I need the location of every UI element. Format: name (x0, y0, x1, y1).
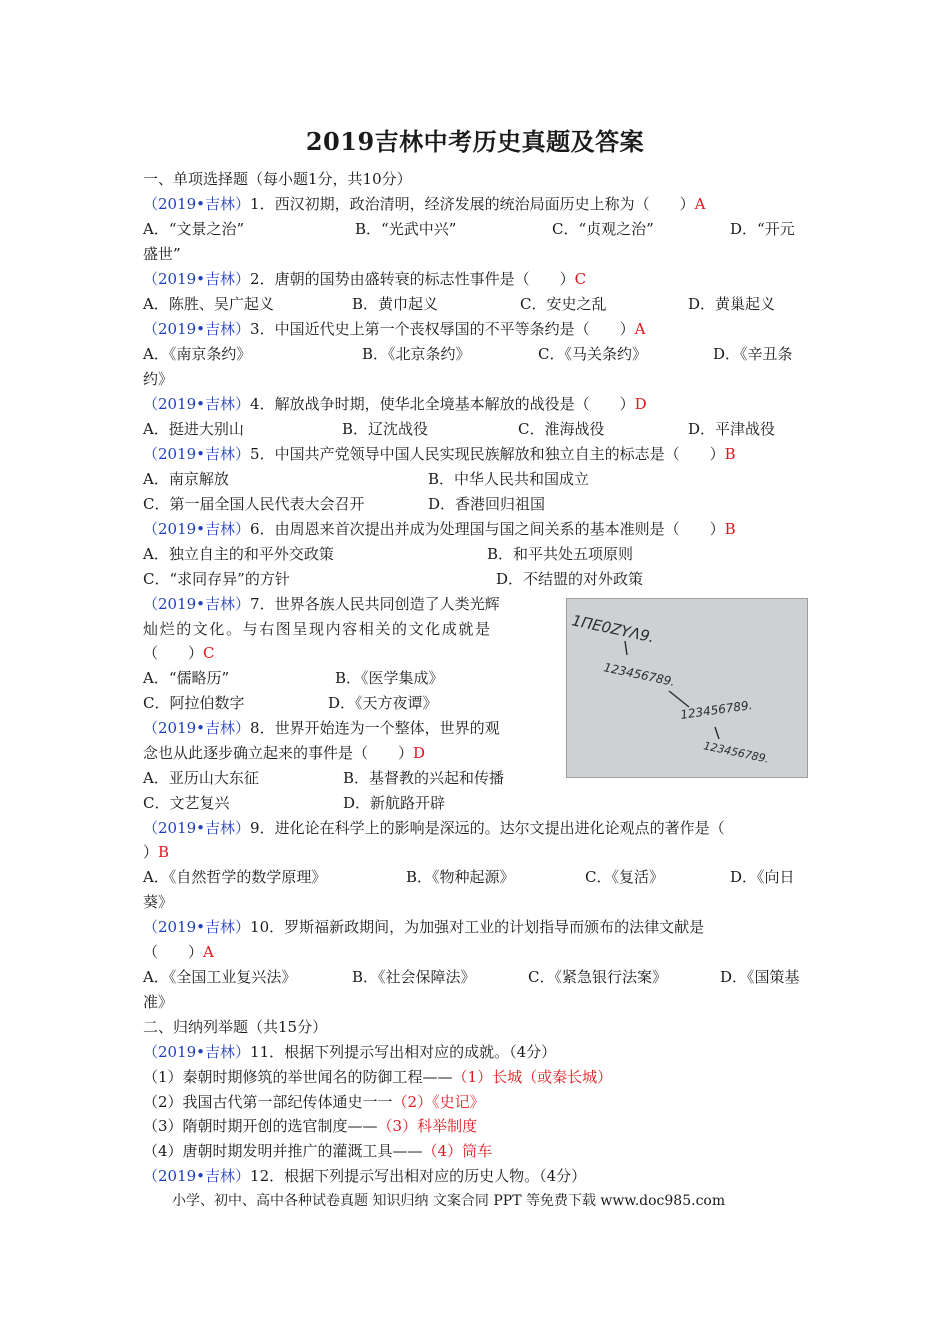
option-c: C．阿拉伯数字 (143, 694, 245, 712)
source-tag: （2019•吉林） (143, 819, 251, 837)
option-d: D．香港回归祖国 (428, 495, 546, 513)
option-b: B．“光武中兴” (355, 220, 457, 238)
option-a: A．“文景之治” (143, 220, 245, 238)
question-stem: 12．根据下列提示写出相对应的历史人物。（4分） (250, 1167, 587, 1185)
option-a: A．南京解放 (143, 470, 229, 488)
source-tag: （2019•吉林） (143, 445, 251, 463)
option-d-continued: 准》 (143, 993, 174, 1011)
option-d-continued: 葵》 (143, 893, 174, 911)
option-d: D．不结盟的对外政策 (496, 570, 644, 588)
option-c: C．文艺复兴 (143, 794, 230, 812)
question-stem: 5．中国共产党领导中国人民实现民族解放和独立自主的标志是（ ） (250, 445, 725, 463)
question-stem: 9．进化论在科学上的影响是深远的。达尔文提出进化论观点的著作是（ (250, 819, 725, 837)
section-heading: 一、单项选择题（每小题1分，共10分） (143, 170, 412, 188)
source-tag: （2019•吉林） (143, 1167, 251, 1185)
question-12 (143, 1164, 586, 1189)
option-b: B．《北京条约》 (362, 345, 471, 363)
source-tag: （2019•吉林） (143, 918, 251, 936)
question-stem: （ ） (143, 644, 204, 662)
sub-question (143, 1065, 612, 1090)
question-6 (143, 517, 736, 542)
sub-question-text: （1）秦朝时期修筑的举世闻名的防御工程—— (143, 1068, 453, 1086)
answer: （3）科举制度 (377, 1117, 478, 1135)
option-a: A．亚历山大东征 (143, 769, 259, 787)
sub-question (143, 1139, 492, 1164)
source-tag: （2019•吉林） (143, 395, 251, 413)
option-d-continued: 约》 (143, 370, 174, 388)
page-title: 2019吉林中考历史真题及答案 (305, 127, 645, 156)
option-b: B．中华人民共和国成立 (428, 470, 590, 488)
answer: （4）筒车 (422, 1142, 493, 1160)
answer: D (413, 744, 426, 762)
source-tag: （2019•吉林） (143, 270, 251, 288)
numeral-line-4: 123456789. (702, 739, 771, 766)
answer: A (694, 195, 706, 213)
question-stem-continued: 灿烂的文化。与右图呈现内容相关的文化成就是 (143, 620, 492, 638)
numerals-photo (566, 598, 808, 778)
source-tag: （2019•吉林） (143, 719, 251, 737)
question-stem: 6．由周恩来首次提出并成为处理国与国之间关系的基本准则是（ ） (250, 520, 725, 538)
question-stem: 8．世界开始连为一个整体，世界的观 (250, 719, 500, 737)
page-footer[interactable]: 小学、初中、高中各种试卷真题 知识归纳 文案合同 PPT 等免费下载 www.doc985.com (172, 1193, 726, 1209)
question-stem-end (143, 940, 214, 965)
numeral-line-1: 1ΠΕ0ΖΥΛ9. (570, 611, 656, 647)
numerals-photo-drawing (567, 599, 807, 777)
option-d: D．“开元 (730, 220, 795, 238)
option-a: A．“儒略历” (143, 669, 230, 687)
answer: A (634, 320, 646, 338)
numeral-line-3: 123456789. (679, 698, 754, 722)
option-b: B．辽沈战役 (342, 420, 429, 438)
option-d: D．《向日 (730, 868, 795, 886)
question-stem: （ ） (143, 943, 204, 961)
question-3 (143, 317, 645, 342)
option-a: A．《南京条约》 (143, 345, 252, 363)
answer: B (724, 520, 736, 538)
sub-question-text: （4）唐朝时期发明并推广的灌溉工具—— (143, 1142, 423, 1160)
option-b: B．基督教的兴起和传播 (343, 769, 505, 787)
source-tag: （2019•吉林） (143, 595, 251, 613)
question-2 (143, 267, 586, 292)
question-stem: 1．西汉初期，政治清明，经济发展的统治局面历史上称为（ ） (250, 195, 695, 213)
question-stem: 10．罗斯福新政期间，为加强对工业的计划指导而颁布的法律文献是 (250, 918, 705, 936)
answer: A (203, 943, 214, 961)
question-stem: 2．唐朝的国势由盛转衰的标志性事件是（ ） (250, 270, 575, 288)
option-d: D．《天方夜谭》 (328, 694, 438, 712)
option-c: C．《紧急银行法案》 (528, 968, 667, 986)
numeral-line-2: 123456789. (602, 660, 677, 690)
option-b: B．《社会保障法》 (352, 968, 476, 986)
answer: B (158, 843, 170, 861)
answer: B (724, 445, 736, 463)
section-heading: 二、归纳列举题（共15分） (143, 1018, 328, 1036)
option-d: D．新航路开辟 (343, 794, 446, 812)
answer: C (203, 644, 215, 662)
option-c: C．淮海战役 (518, 420, 605, 438)
option-b: B．黄巾起义 (352, 295, 439, 313)
option-a: A．《自然哲学的数学原理》 (143, 868, 327, 886)
question-1 (143, 192, 705, 217)
sub-question (143, 1114, 477, 1139)
option-b: B．《物种起源》 (406, 868, 515, 886)
option-a: A．陈胜、吴广起义 (143, 295, 274, 313)
source-tag: （2019•吉林） (143, 520, 251, 538)
question-7 (143, 592, 500, 617)
sub-question (143, 1090, 485, 1115)
option-c: C．《复活》 (585, 868, 664, 886)
question-9 (143, 816, 725, 841)
question-11 (143, 1040, 556, 1065)
option-c: C．“求同存异”的方针 (143, 570, 290, 588)
question-stem-end (143, 840, 169, 865)
question-stem: 11．根据下列提示写出相对应的成就。（4分） (250, 1043, 557, 1061)
question-stem: 4．解放战争时期，使华北全境基本解放的战役是（ ） (250, 395, 635, 413)
question-stem: 念也从此逐步确立起来的事件是（ ） (143, 744, 414, 762)
question-10 (143, 915, 704, 940)
question-stem-end (143, 641, 215, 666)
question-4 (143, 392, 647, 417)
option-c: C．“贞观之治” (552, 220, 654, 238)
option-b: B．和平共处五项原则 (487, 545, 634, 563)
source-tag: （2019•吉林） (143, 1043, 251, 1061)
sub-question-text: （3）隋朝时期开创的选官制度—— (143, 1117, 378, 1135)
option-d: D．《国策基 (720, 968, 800, 986)
option-c: C．《马关条约》 (538, 345, 647, 363)
option-b: B．《医学集成》 (335, 669, 444, 687)
source-tag: （2019•吉林） (143, 320, 251, 338)
question-5 (143, 442, 736, 467)
option-c: C．第一届全国人民代表大会召开 (143, 495, 365, 513)
source-tag: （2019•吉林） (143, 195, 251, 213)
option-a: A．独立自主的和平外交政策 (143, 545, 334, 563)
question-stem-continued (143, 741, 425, 766)
question-8 (143, 716, 500, 741)
question-stem: 3．中国近代史上第一个丧权辱国的不平等条约是（ ） (250, 320, 635, 338)
option-d: D．平津战役 (688, 420, 776, 438)
option-d-continued: 盛世” (143, 245, 181, 263)
question-stem: ） (143, 843, 159, 861)
sub-question-text: （2）我国古代第一部纪传体通史一一 (143, 1093, 393, 1111)
option-c: C．安史之乱 (520, 295, 607, 313)
answer: C (574, 270, 587, 288)
answer: （2）《史记》 (392, 1093, 485, 1111)
option-a: A．挺进大别山 (143, 420, 244, 438)
answer: （1）长城（或秦长城） (452, 1068, 613, 1086)
option-d: D．《辛丑条 (713, 345, 793, 363)
option-a: A．《全国工业复兴法》 (143, 968, 297, 986)
question-stem: 7．世界各族人民共同创造了人类光辉 (250, 595, 500, 613)
answer: D (634, 395, 647, 413)
option-d: D．黄巢起义 (688, 295, 776, 313)
